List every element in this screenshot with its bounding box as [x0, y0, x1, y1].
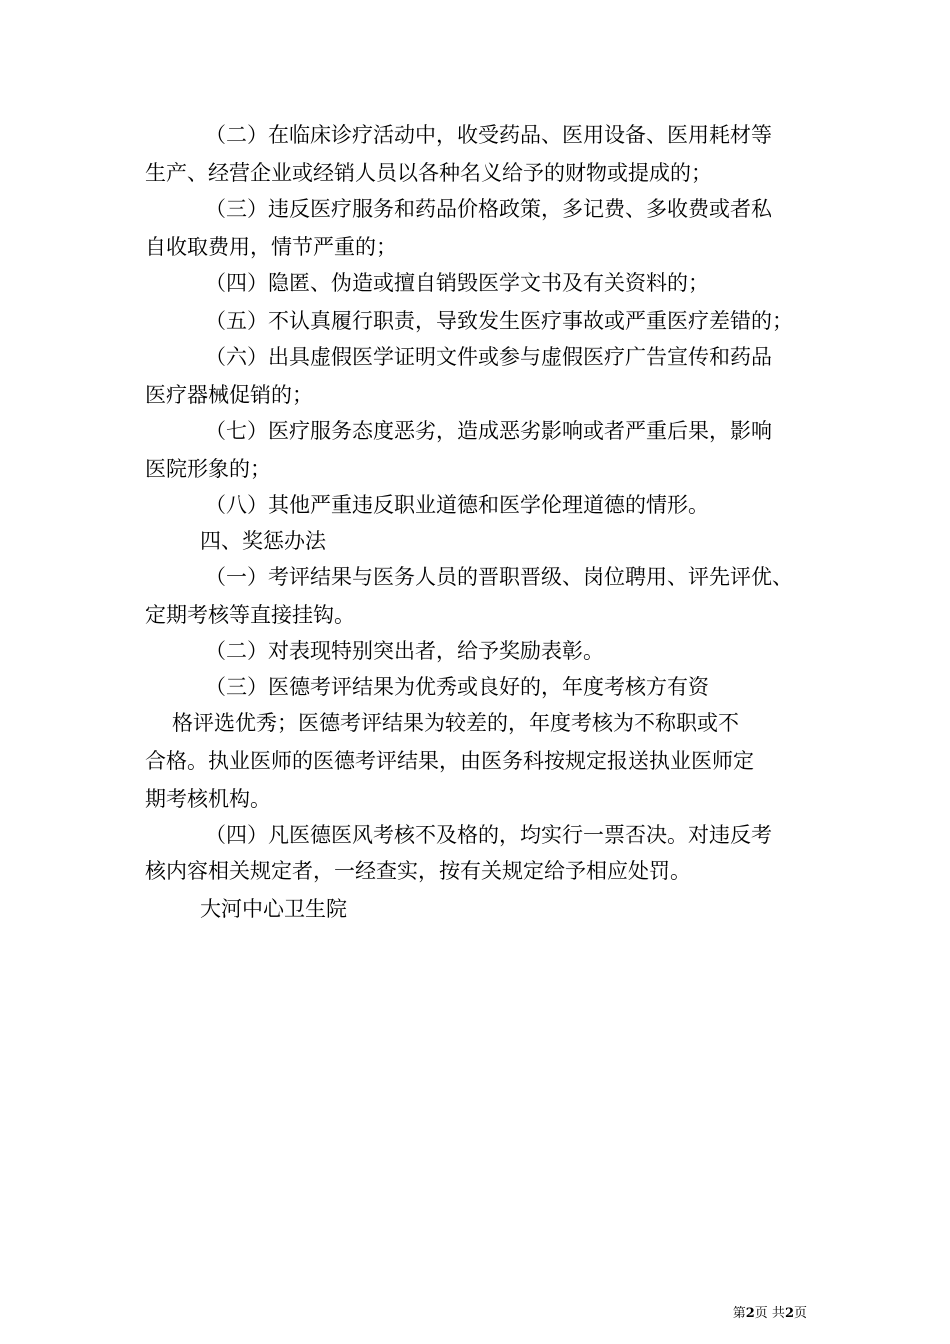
text-line: 格评选优秀；医德考评结果为较差的，年度考核为不称职或不 — [172, 711, 739, 735]
text-line: 医疗器械促销的； — [145, 383, 313, 407]
footer-suffix: 页 — [793, 1306, 807, 1321]
text-line: 四、奖惩办法 — [200, 529, 326, 553]
text-line: （七）医疗服务态度恶劣，造成恶劣影响或者严重后果，影响 — [205, 419, 772, 443]
text-line: 核内容相关规定者，一经查实，按有关规定给予相应处罚。 — [145, 859, 691, 883]
current-page-number: 2 — [745, 1306, 755, 1321]
total-page-number: 2 — [784, 1306, 794, 1321]
text-line: 期考核机构。 — [145, 787, 271, 811]
footer-prefix: 第 — [732, 1306, 746, 1321]
page-number-footer — [733, 1302, 807, 1321]
text-line: （二）在临床诊疗活动中，收受药品、医用设备、医用耗材等 — [205, 123, 772, 147]
text-line: 大河中心卫生院 — [200, 897, 347, 921]
text-line: 合格。执业医师的医德考评结果，由医务科按规定报送执业医师定 — [145, 749, 754, 773]
text-line: （二）对表现特别突出者，给予奖励表彰。 — [205, 639, 604, 663]
text-line: 生产、经营企业或经销人员以各种名义给予的财物或提成的； — [145, 161, 712, 185]
text-line: （八）其他严重违反职业道德和医学伦理道德的情形。 — [205, 493, 709, 517]
text-line: 医院形象的； — [145, 457, 271, 481]
text-line: （三）医德考评结果为优秀或良好的，年度考核方有资 — [205, 675, 709, 699]
text-line: （一）考评结果与医务人员的晋职晋级、岗位聘用、评先评优、 — [205, 565, 793, 589]
text-line: （四）隐匿、伪造或擅自销毁医学文书及有关资料的； — [205, 271, 709, 295]
text-line: （六）出具虚假医学证明文件或参与虚假医疗广告宣传和药品 — [205, 345, 772, 369]
text-line: 自收取费用，情节严重的； — [145, 235, 397, 259]
text-line: （五）不认真履行职责，导致发生医疗事故或严重医疗差错的； — [205, 309, 793, 333]
text-line: 定期考核等直接挂钩。 — [145, 603, 355, 627]
text-line: （四）凡医德医风考核不及格的，均实行一票否决。对违反考 — [205, 823, 772, 847]
text-line: （三）违反医疗服务和药品价格政策，多记费、多收费或者私 — [205, 197, 772, 221]
footer-middle: 页 共 — [754, 1306, 785, 1321]
